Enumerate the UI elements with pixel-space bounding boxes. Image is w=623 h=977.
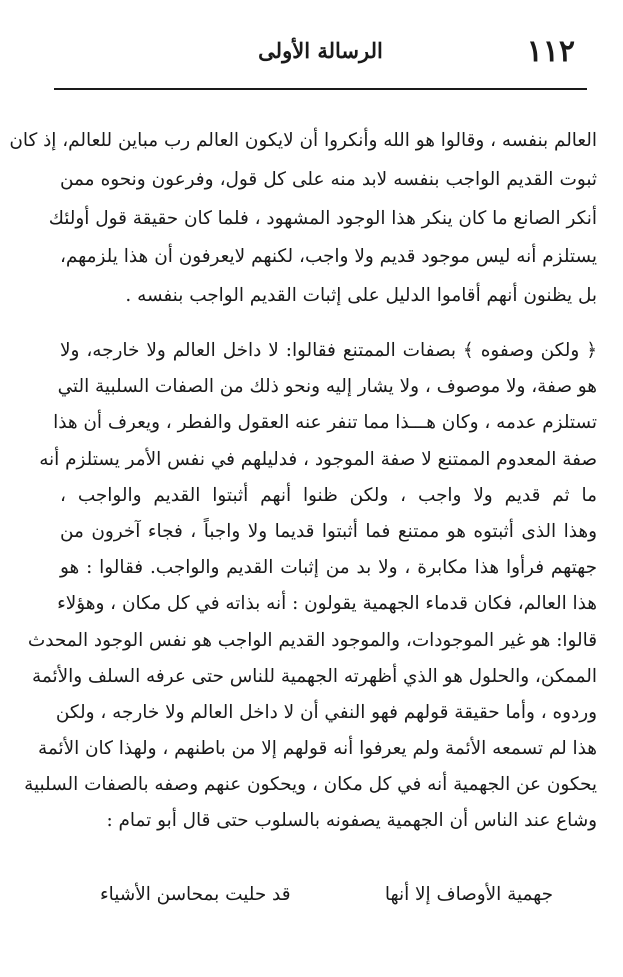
text-line: هذا لم تسمعه الأئمة ولم يعرفوا أنه قولهم إلا من باطنهم ، ولهذا كان الأئمة	[37, 738, 597, 760]
text-line: هذا العالم، فكان قدماء الجهمية يقولون : أنه بذاته في كل مكان ، وهؤلاء	[57, 593, 597, 615]
header-rule	[54, 88, 587, 90]
text-line: وشاع عند الناس أن الجهمية يصفونه بالسلوب حتى قال أبو تمام :	[106, 810, 597, 832]
text-line: صفة المعدوم الممتنع لا صفة الموجود ، فدليلهم في نفس الأمر يستلزم أنه	[39, 448, 597, 470]
paragraph-1	[9, 122, 597, 316]
text-line: الممكن، والحلول هو الذي أظهرته الجهمية للناس حتى عرفه السلف والأئمة	[32, 665, 597, 687]
text-line: جهتهم فرأوا هذا مكابرة ، ولا بد من إثبات القديم والواجب. فقالوا : هو	[60, 557, 597, 579]
text-line: وردوه ، وأما حقيقة قولهم فهو النفي أن لا داخل العالم ولا خارجه ، ولكن	[55, 701, 597, 723]
poem-verse	[100, 878, 553, 912]
text-line: هو صفة، ولا موصوف ، ولا يشار إليه ونحو ذلك من الصفات السلبية التي	[57, 376, 597, 398]
running-title: الرسالة الأولى	[258, 38, 383, 63]
page-header	[54, 30, 587, 70]
text-line: يستلزم أنه ليس موجود قديم ولا واجب، لكنهم لايعرفون أن هذا يلزمهم،	[60, 246, 597, 268]
paragraph-2	[24, 333, 597, 840]
text-line: أنكر الصانع ما كان ينكر هذا الوجود المشهود ، فلما كان حقيقة قول أولئك	[48, 207, 597, 229]
text-line: تستلزم عدمه ، وكان هـــذا مما تنفر عنه العقول والفطر ، ويعرف أن هذا	[53, 412, 597, 434]
verse-second-hemistich: قد حليت بمحاسن الأشياء	[100, 884, 291, 905]
text-line: قالوا: هو غير الموجودات، والموجود القديم الواجب هو نفس الوجود المحدث	[27, 629, 597, 651]
text-line: وهذا الذى أثبتوه هو ممتنع فما أثبتوا قديما ولا واجباً ، فجاء آخرون من	[60, 520, 597, 542]
text-line: ما ثم قديم ولا واجب ، ولكن ظنوا أنهم أثبتوا القديم والواجب ،	[60, 484, 597, 506]
text-line: ثبوت القديم الواجب بنفسه لابد منه على كل قول، وفرعون ونحوه ممن	[60, 168, 597, 190]
text-line: ﴿ ولكن وصفوه ﴾ بصفات الممتنع فقالوا: لا داخل العالم ولا خارجه، ولا	[60, 340, 597, 361]
verse-first-hemistich: جهمية الأوصاف إلا أنها	[384, 884, 553, 905]
text-line: يحكون عن الجهمية أنه في كل مكان ، ويحكون عنهم وصفه بالصفات السلبية	[24, 774, 597, 796]
text-line: بل يظنون أنهم أقاموا الدليل على إثبات القديم الواجب بنفسه .	[125, 285, 597, 307]
text-line: العالم بنفسه ، وقالوا هو الله وأنكروا أن لايكون العالم رب مباين للعالم، إذ كان	[9, 130, 597, 151]
page-number: ١١٢	[526, 34, 575, 69]
